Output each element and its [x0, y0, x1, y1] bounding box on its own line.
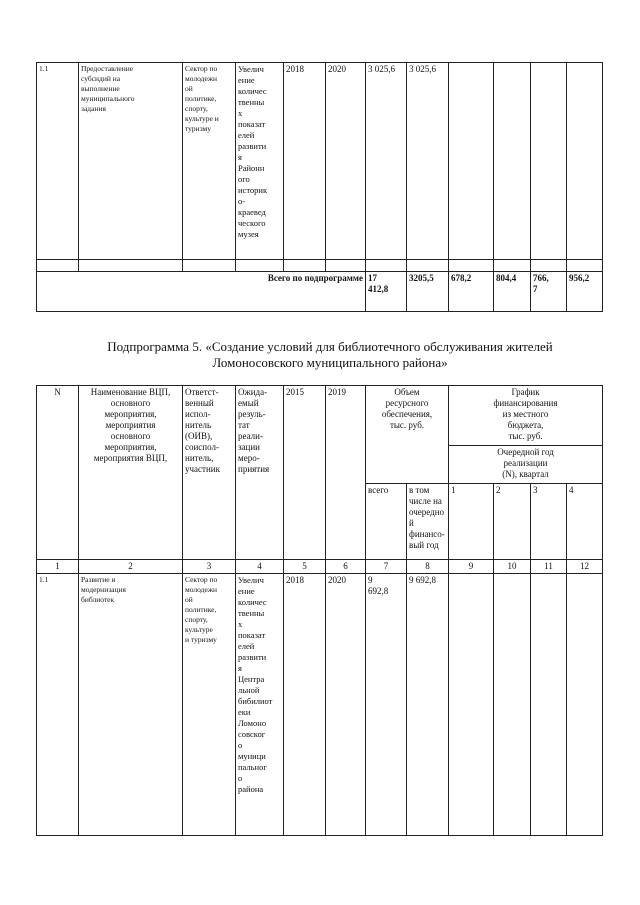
column-number: 6 — [326, 560, 366, 574]
header-schedule: График финансирования из местного бюджета, тыс. руб. — [449, 386, 603, 446]
column-number: 9 — [449, 560, 494, 574]
header-row — [37, 386, 603, 446]
total-amount: 9 692,8 — [366, 574, 407, 836]
column-number-row — [37, 560, 603, 574]
total-q4: 956,2 — [567, 272, 603, 312]
header-2019: 2019 — [326, 386, 366, 560]
column-number: 11 — [531, 560, 567, 574]
end-year: 2020 — [326, 574, 366, 836]
total-q2: 804,4 — [494, 272, 531, 312]
total-sum: 17 412,8 — [366, 272, 407, 312]
executor: Сектор по молодежн ой политике, спорту, культуре и туризму — [183, 63, 236, 260]
header-q1: 1 — [449, 484, 494, 560]
subprogram-heading: Подпрограмма 5. «Создание условий для библиотечного обслуживания жителей Ломоносовского муниципального района» — [107, 339, 553, 370]
of-which-amount: 9 692,8 — [407, 574, 449, 836]
column-number: 4 — [236, 560, 284, 574]
bottom-table — [36, 385, 603, 836]
top-table — [36, 62, 603, 312]
of-which-amount: 3 025,6 — [407, 63, 449, 260]
header-name: Наименование ВЦП, основного мероприятия, мероприятия основного мероприятия, мероприятия ВЦП, — [79, 386, 183, 560]
total-q1: 678,2 — [449, 272, 494, 312]
row-number: 1.1 — [37, 574, 79, 836]
header-q3: 3 — [531, 484, 567, 560]
column-number: 10 — [494, 560, 531, 574]
executor: Сектор по молодежн ой политике, спорту, культуре и туризму — [183, 574, 236, 836]
row-number: 1.1 — [37, 63, 79, 260]
total-amount: 3 025,6 — [366, 63, 407, 260]
header-of-which: в том числе на очередно й финансо- вый год — [407, 484, 449, 560]
header-q2: 2 — [494, 484, 531, 560]
table-row — [37, 574, 603, 836]
measure-name: Предоставление субсидий на выполнение муниципального задания — [79, 63, 183, 260]
header-q4: 4 — [567, 484, 603, 560]
header-n: N — [37, 386, 79, 560]
header-2015: 2015 — [284, 386, 326, 560]
expected-result: Увелич ение количес твенны х показат елей развити я Районн ого историк о- краевед ческого музея — [236, 63, 284, 260]
total-row — [37, 272, 603, 312]
table-row — [37, 63, 603, 260]
start-year: 2018 — [284, 63, 326, 260]
column-number: 5 — [284, 560, 326, 574]
start-year: 2018 — [284, 574, 326, 836]
column-number: 1 — [37, 560, 79, 574]
column-number: 2 — [79, 560, 183, 574]
column-number: 8 — [407, 560, 449, 574]
column-number: 7 — [366, 560, 407, 574]
header-next-year: Очередной год реализации (N), квартал — [449, 446, 603, 484]
total-q3: 766, 7 — [531, 272, 567, 312]
header-result: Ожида- емый резуль- тат реали- зации меро- приятия — [236, 386, 284, 560]
column-number: 12 — [567, 560, 603, 574]
end-year: 2020 — [326, 63, 366, 260]
total-of-which: 3205,5 — [407, 272, 449, 312]
expected-result: Увелич ение количес твенны х показат елей развити я Центра льной бибилиот еки Ломоно совског о муници пальног о района — [236, 574, 284, 836]
header-executor: Ответст- венный испол- нитель (ОИВ), соиспол- нитель, участник — [183, 386, 236, 560]
header-volume: Объем ресурсного обеспечения, тыс. руб. — [366, 386, 449, 484]
header-total: всего — [366, 484, 407, 560]
total-label: Всего по подпрограмме — [37, 272, 366, 312]
measure-name: Развитие и модернизация библиотек — [79, 574, 183, 836]
column-number: 3 — [183, 560, 236, 574]
